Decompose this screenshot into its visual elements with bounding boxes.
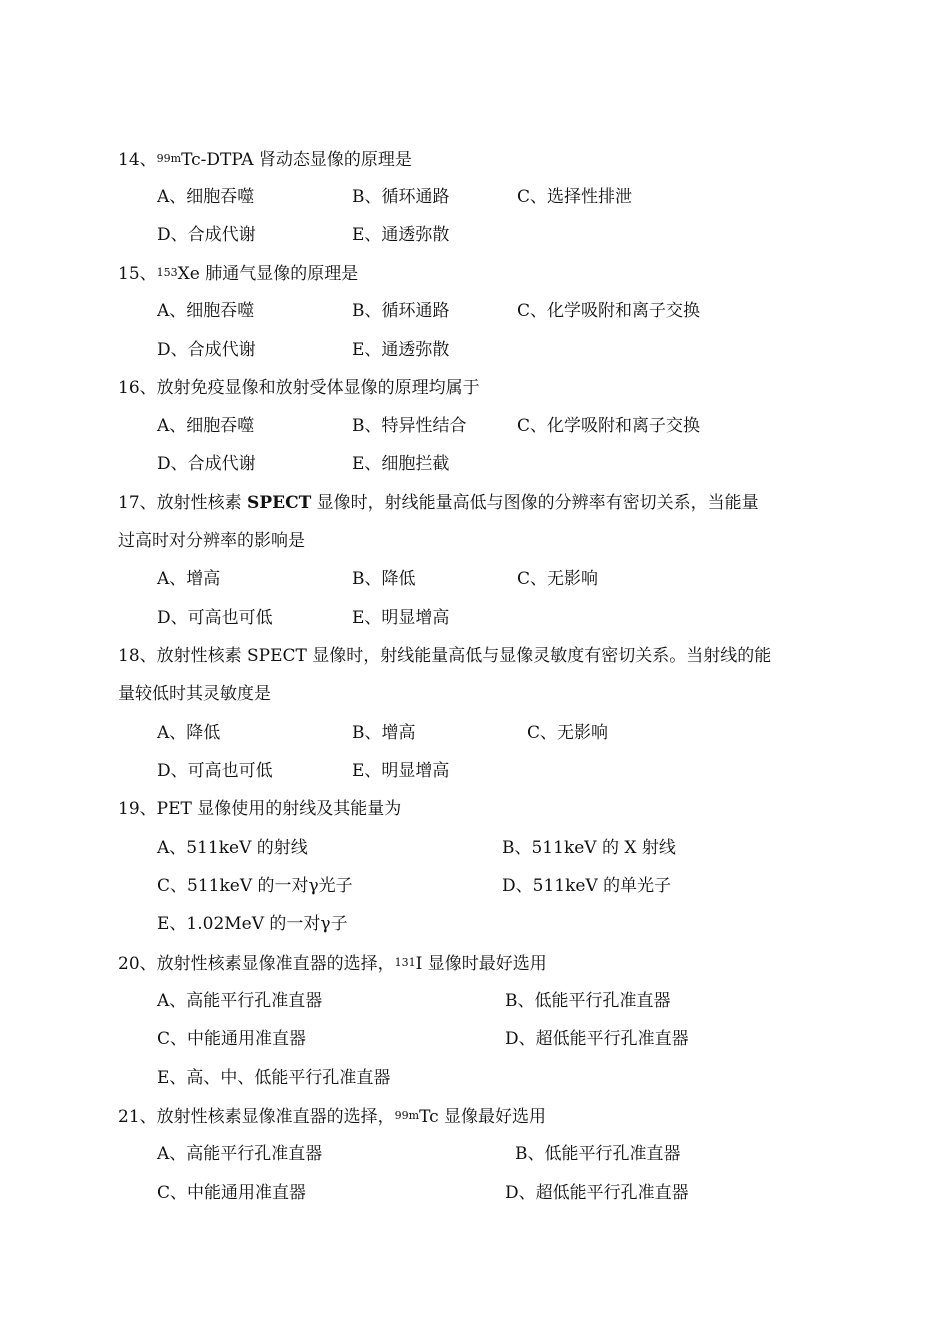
question-17-stem-line1 bbox=[118, 492, 759, 514]
q18-option-d: D、可高也可低 bbox=[157, 761, 273, 781]
q17-option-d: D、可高也可低 bbox=[157, 608, 273, 628]
q17-option-c: C、无影响 bbox=[517, 569, 599, 589]
question-text: 17、放射性核素 bbox=[118, 493, 248, 513]
question-15-stem bbox=[118, 262, 358, 285]
question-text: Tc-DTPA 肾动态显像的原理是 bbox=[181, 150, 412, 170]
question-text: Tc 显像最好选用 bbox=[419, 1107, 547, 1127]
q21-option-b: B、低能平行孔准直器 bbox=[515, 1144, 681, 1164]
question-text: 显像时，射线能量高低与图像的分辨率有密切关系，当能量 bbox=[311, 493, 759, 513]
isotope-superscript: 131 bbox=[394, 956, 416, 969]
q14-option-c: C、选择性排泄 bbox=[517, 187, 633, 207]
q17-option-e: E、明显增高 bbox=[352, 608, 450, 628]
isotope-superscript: 153 bbox=[156, 266, 178, 279]
q18-option-c: C、无影响 bbox=[527, 723, 609, 743]
q15-option-a: A、细胞吞噬 bbox=[157, 301, 255, 321]
q15-option-b: B、循环通路 bbox=[352, 301, 450, 321]
q15-option-d: D、合成代谢 bbox=[157, 340, 256, 360]
q19-option-a: A、511keV 的射线 bbox=[157, 838, 308, 858]
question-14-stem bbox=[118, 148, 412, 171]
q20-option-e: E、高、中、低能平行孔准直器 bbox=[157, 1068, 391, 1088]
q14-option-e: E、通透弥散 bbox=[352, 225, 450, 245]
q19-option-c: C、511keV 的一对γ光子 bbox=[157, 876, 353, 896]
question-number: 15、 bbox=[118, 264, 157, 284]
q20-option-a: A、高能平行孔准直器 bbox=[157, 991, 323, 1011]
q16-option-d: D、合成代谢 bbox=[157, 454, 256, 474]
q17-option-b: B、降低 bbox=[352, 569, 416, 589]
isotope-superscript: 99m bbox=[156, 152, 182, 165]
isotope-superscript: 99m bbox=[394, 1109, 420, 1122]
q19-option-b: B、511keV 的 X 射线 bbox=[502, 838, 676, 858]
question-16-stem: 16、放射免疫显像和放射受体显像的原理均属于 bbox=[118, 378, 480, 398]
question-text: 20、放射性核素显像准直器的选择， bbox=[118, 954, 395, 974]
q16-option-a: A、细胞吞噬 bbox=[157, 416, 255, 436]
q18-option-e: E、明显增高 bbox=[352, 761, 450, 781]
q16-option-e: E、细胞拦截 bbox=[352, 454, 450, 474]
question-text: 21、放射性核素显像准直器的选择， bbox=[118, 1107, 395, 1127]
bold-term: SPECT bbox=[247, 493, 312, 513]
q21-option-d: D、超低能平行孔准直器 bbox=[505, 1183, 689, 1203]
question-number: 14、 bbox=[118, 150, 157, 170]
q14-option-a: A、细胞吞噬 bbox=[157, 187, 255, 207]
q16-option-c: C、化学吸附和离子交换 bbox=[517, 416, 701, 436]
q16-option-b: B、特异性结合 bbox=[352, 416, 467, 436]
q19-option-d: D、511keV 的单光子 bbox=[502, 876, 672, 896]
question-text: Xe 肺通气显像的原理是 bbox=[177, 264, 359, 284]
question-text: I 显像时最好选用 bbox=[415, 954, 547, 974]
q19-option-e: E、1.02MeV 的一对γ子 bbox=[157, 914, 348, 934]
q18-option-b: B、增高 bbox=[352, 723, 416, 743]
question-20-stem bbox=[118, 952, 547, 975]
q20-option-c: C、中能通用准直器 bbox=[157, 1029, 307, 1049]
q20-option-d: D、超低能平行孔准直器 bbox=[505, 1029, 689, 1049]
q18-option-a: A、降低 bbox=[157, 723, 221, 743]
q17-option-a: A、增高 bbox=[157, 569, 221, 589]
q21-option-c: C、中能通用准直器 bbox=[157, 1183, 307, 1203]
question-18-stem-line1: 18、放射性核素 SPECT 显像时，射线能量高低与显像灵敏度有密切关系。当射线的能 bbox=[118, 646, 772, 666]
question-18-stem-line2: 量较低时其灵敏度是 bbox=[118, 684, 271, 704]
q21-option-a: A、高能平行孔准直器 bbox=[157, 1144, 323, 1164]
question-19-stem: 19、PET 显像使用的射线及其能量为 bbox=[118, 799, 402, 819]
question-17-stem-line2: 过高时对分辨率的影响是 bbox=[118, 531, 305, 551]
question-21-stem bbox=[118, 1105, 546, 1128]
q14-option-d: D、合成代谢 bbox=[157, 225, 256, 245]
q15-option-e: E、通透弥散 bbox=[352, 340, 450, 360]
q20-option-b: B、低能平行孔准直器 bbox=[505, 991, 671, 1011]
q15-option-c: C、化学吸附和离子交换 bbox=[517, 301, 701, 321]
q14-option-b: B、循环通路 bbox=[352, 187, 450, 207]
